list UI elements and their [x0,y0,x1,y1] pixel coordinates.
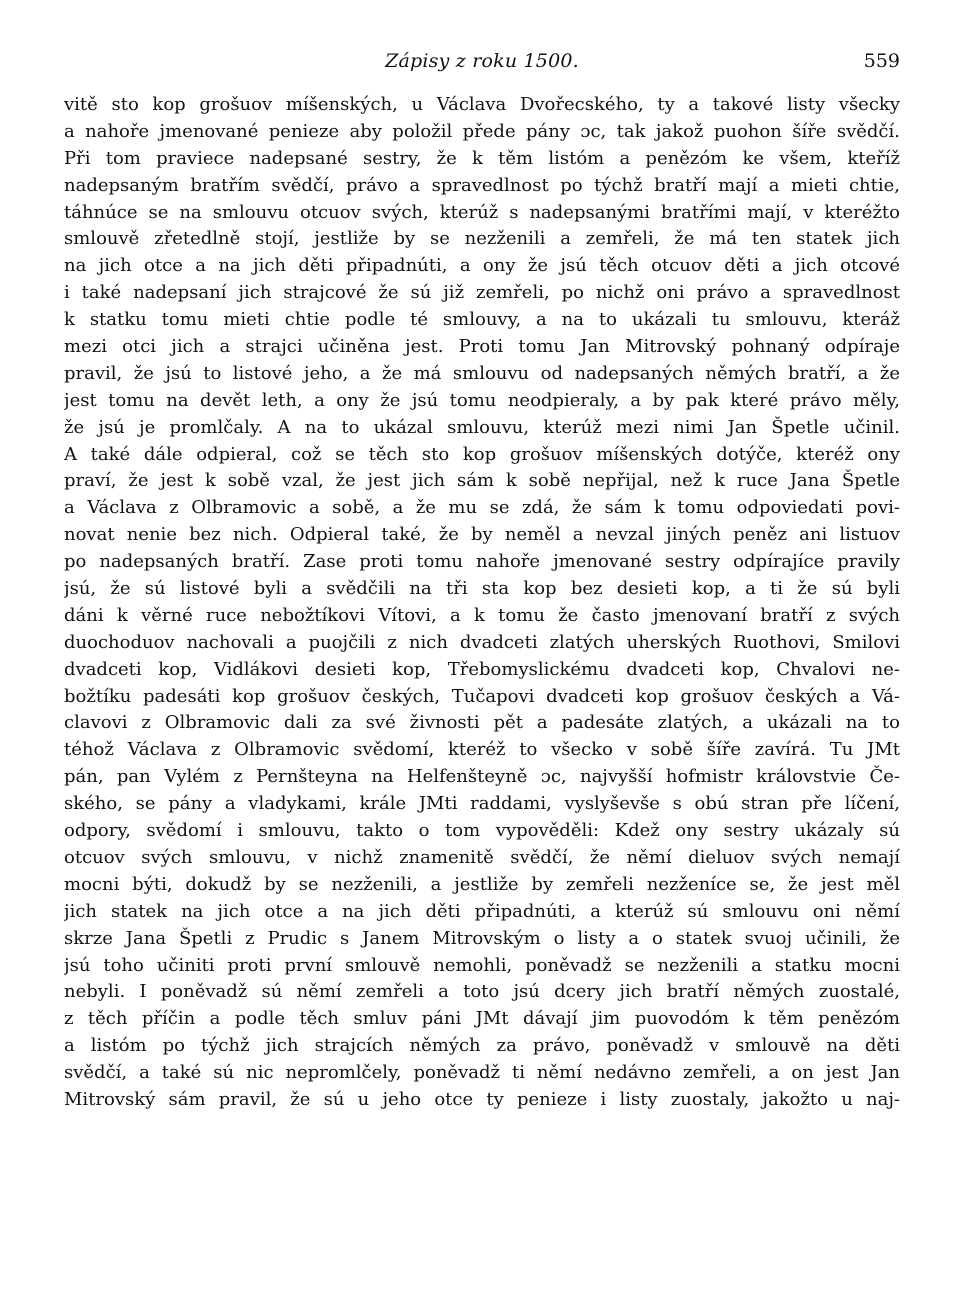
text-line: k statku tomu mieti chtie podle té smlouvy, a na to ukázali tu smlouvu, kteráž [64,309,900,331]
text-line: Při tom praviece nadepsané sestry, že k těm listóm a penězóm ke všem, kteříž [64,147,900,169]
text-line: clavovi z Olbramovic dali za své živnosti pět a padesáte zlatých, a ukázali na to [64,712,900,734]
text-line: a Václava z Olbramovic a sobě, a že mu se zdá, že sám k tomu odpoviedati povi- [64,497,900,519]
text-line: dáni k věrné ruce nebožtíkovi Vítovi, a k tomu že často jmenovaní bratří z svých [64,604,900,626]
text-line: z těch příčin a podle těch smluv páni JMt dávají jim puovodóm k těm penězóm [64,1008,900,1030]
text-line: po nadepsaných bratří. Zase proti tomu nahoře jmenované sestry odpírajíce pravily [64,551,900,573]
text-line: jest tomu na devět leth, a ony že jsú tomu neodpieraly, a by pak které právo měly, [64,389,900,411]
text-line: nadepsaným bratřím svědčí, právo a spravedlnost po týchž bratří mají a mieti chtie, [64,174,900,196]
text-line: pán, pan Vylém z Pernšteyna na Helfenšteyně ɔc, najvyšší hofmistr královstvie Če- [64,766,900,788]
running-title: Zápisy z roku 1500. [385,50,579,72]
text-line: i také nadepsaní jich strajcové že sú již zemřeli, po nichž oni právo a spravedlnost [64,282,900,304]
text-line: mezi otci jich a strajci učiněna jest. Proti tomu Jan Mitrovský pohnaný odpíraje [64,336,900,358]
text-line: duochoduov nachovali a puojčili z nich dvadceti zlatých uherských Ruothovi, Smilovi [64,631,900,653]
text-line: A také dále odpieral, což se těch sto kop grošuov míšenských dotýče, kteréž ony [64,443,900,465]
text-line: jsú toho učiniti proti první smlouvě nemohli, poněvadž se nezženili a statku mocni [64,954,900,976]
text-line: pravil, že jsú to listové jeho, a že má smlouvu od nadepsaných němých bratří, a že [64,362,900,384]
text-line: novat nenie bez nich. Odpieral také, že by neměl a nevzal jiných peněz ani listuov [64,524,900,546]
text-line: a nahoře jmenované penieze aby položil přede pány ɔc, tak jakož puohon šíře svědčí. [64,120,900,142]
text-line: praví, že jest k sobě vzal, že jest jich sám k sobě nepřijal, než k ruce Jana Špetle [64,470,900,492]
text-line: skrze Jana Špetli z Prudic s Janem Mitrovským o listy a o statek svuoj učinili, že [64,927,900,949]
text-line: Mitrovský sám pravil, že sú u jeho otce ty penieze i listy zuostaly, jakožto u naj- [64,1088,900,1110]
text-line: jich statek na jich otce a na jich děti připadnúti, a kterúž sú smlouvu oni němí [64,900,900,922]
text-line: smlouvě zřetedlně stojí, jestliže by se nezženili a zemřeli, že má ten statek jich [64,228,900,250]
text-line: že jsú je promlčaly. A na to ukázal smlouvu, kterúž mezi nimi Jan Špetle učinil. [64,416,900,438]
running-header [64,46,900,76]
page-number: 559 [863,50,900,72]
text-line: božtíku padesáti kop grošuov českých, Tučapovi dvadceti kop grošuov českých a Vá- [64,685,900,707]
text-line: téhož Václava z Olbramovic svědomí, kteréž to všecko v sobě šíře zavírá. Tu JMt [64,739,900,761]
text-line: svědčí, a také sú nic nepromlčely, poněvadž ti němí nedávno zemřeli, a on jest Jan [64,1062,900,1084]
text-line: otcuov svých smlouvu, v nichž znamenitě svědčí, že němí dieluov svých nemají [64,846,900,868]
text-line: na jich otce a na jich děti připadnúti, a ony že jsú těch otcuov děti a jich otcové [64,255,900,277]
text-line: mocni býti, dokudž by se nezženili, a jestliže by zemřeli nezženíce se, že jest měl [64,873,900,895]
text-line: dvadceti kop, Vidlákovi desieti kop, Třebomyslickému dvadceti kop, Chvalovi ne- [64,658,900,680]
text-line: a listóm po týchž jich strajcích němých za právo, poněvadž v smlouvě na děti [64,1035,900,1057]
text-line: odpory, svědomí i smlouvu, takto o tom vypověděli: Kdež ony sestry ukázaly sú [64,820,900,842]
text-line: táhnúce se na smlouvu otcuov svých, kterúž s nadepsanými bratřími mají, v kteréžto [64,201,900,223]
text-line: ského, se pány a vladykami, krále JMti raddami, vyslyševše s obú stran pře líčení, [64,793,900,815]
text-line: nebyli. I poněvadž sú němí zemřeli a toto jsú dcery jich bratří němých zuostalé, [64,981,900,1003]
text-line: vitě sto kop grošuov míšenských, u Václava Dvořecského, ty a takové listy všecky [64,94,900,115]
body-text [64,92,900,1114]
text-line: jsú, že sú listové byli a svědčili na tři sta kop bez desieti kop, a ti že sú byli [64,578,900,600]
